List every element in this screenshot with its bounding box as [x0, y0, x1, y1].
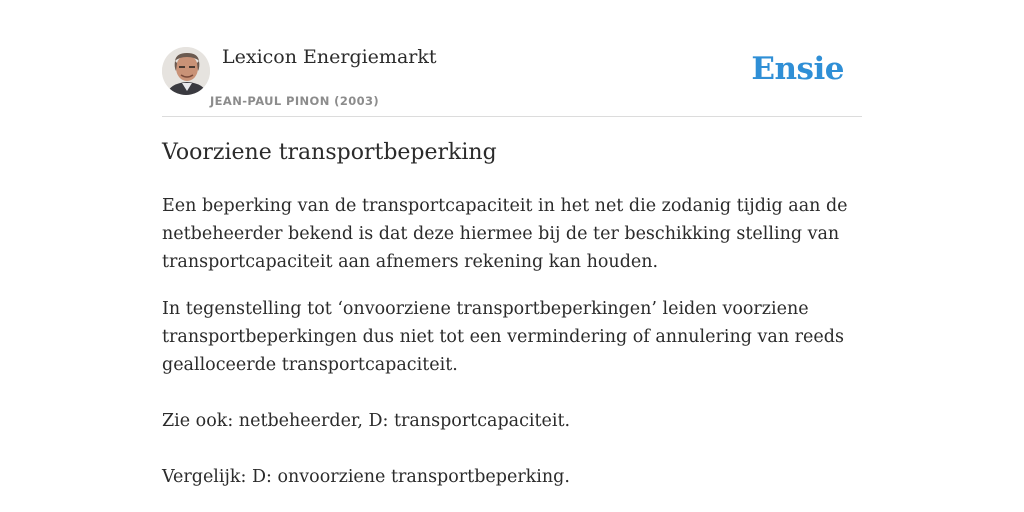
- author-name[interactable]: JEAN-PAUL PINON (2003): [210, 94, 380, 108]
- see-also-line[interactable]: Zie ook: netbeheerder, D: transportcapaciteit.: [162, 411, 571, 431]
- author-avatar: [162, 47, 210, 95]
- entry-card: [162, 0, 862, 512]
- definition-paragraph: In tegenstelling tot ‘onvoorziene transportbeperkingen’ leiden voorziene transportbeperkingen dus niet tot een vermindering of annulering van reeds gealloceerde transportcapaciteit.: [162, 299, 844, 375]
- entry-header: [162, 0, 862, 117]
- definition-paragraph: Een beperking van de transportcapaciteit in het net die zodanig tijdig aan de netbeheerder bekend is dat deze hiermee bij de ter beschikking stelling van transportcapaciteit aan afnemers rekening kan houden.: [162, 196, 848, 272]
- ensie-logo[interactable]: Ensie: [751, 51, 844, 87]
- definition-body: [162, 192, 862, 512]
- spacer: [162, 398, 862, 407]
- compare-line[interactable]: Vergelijk: D: onvoorziene transportbeperking.: [162, 467, 570, 487]
- term-title: Voorziene transportbeperking: [162, 140, 497, 165]
- source-title[interactable]: Lexicon Energiemarkt: [222, 46, 437, 68]
